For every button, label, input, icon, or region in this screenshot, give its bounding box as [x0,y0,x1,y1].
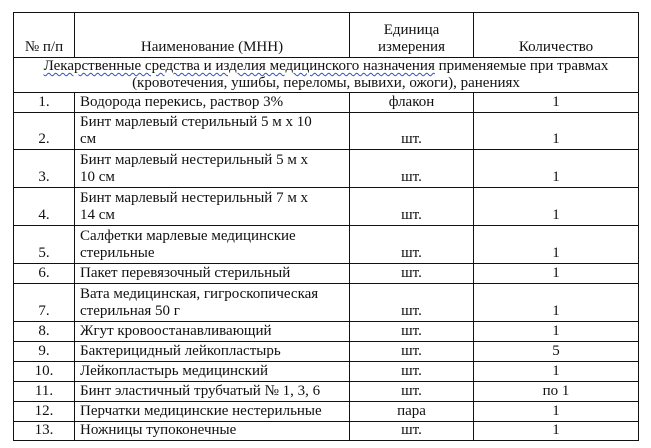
table-row [14,226,639,264]
section-title [14,58,639,93]
row-name: Вата медицинская, гигроскопическая стерильная 50 г [75,284,350,322]
row-number: 4. [14,188,75,226]
row-name: Лейкопластырь медицинский [75,362,350,382]
row-unit: шт. [350,284,474,322]
row-name: Бинт марлевый нестерильный 5 м x 10 см [75,150,350,188]
row-unit: шт. [350,422,474,441]
row-quantity: по 1 [474,382,639,402]
table-row [14,264,639,284]
row-unit: шт. [350,150,474,188]
header-quantity: Количество [474,13,639,58]
row-quantity: 1 [474,226,639,264]
row-name: Ножницы тупоконечные [75,422,350,441]
row-name: Перчатки медицинские нестерильные [75,402,350,422]
row-quantity: 1 [474,188,639,226]
row-unit: шт. [350,113,474,150]
table-row [14,342,639,362]
row-unit: шт. [350,188,474,226]
row-number: 2. [14,113,75,150]
row-name: Бинт эластичный трубчатый № 1, 3, 6 [75,382,350,402]
table-row [14,362,639,382]
table-row [14,322,639,342]
table-row [14,150,639,188]
table-row [14,402,639,422]
table-row [14,93,639,113]
section-title-rest: применяемые при травмах (кровотечения, ушибы, переломы, вывихи, ожоги), ранениях [132,58,609,91]
row-unit: шт. [350,322,474,342]
table-row [14,113,639,150]
row-number: 13. [14,422,75,441]
row-number: 11. [14,382,75,402]
row-quantity: 1 [474,150,639,188]
row-unit: шт. [350,362,474,382]
row-number: 7. [14,284,75,322]
section-title-underlined: Лекарственные средства и изделия медицинского назначения [43,58,435,74]
row-number: 12. [14,402,75,422]
table-row [14,382,639,402]
row-name: Пакет перевязочный стерильный [75,264,350,284]
header-name: Наименование (МНН) [75,13,350,58]
row-unit: шт. [350,342,474,362]
row-name: Водорода перекись, раствор 3% [75,93,350,113]
row-quantity: 1 [474,93,639,113]
row-quantity: 1 [474,113,639,150]
row-unit: флакон [350,93,474,113]
row-number: 10. [14,362,75,382]
medical-supplies-table [13,12,639,441]
row-quantity: 1 [474,284,639,322]
row-number: 9. [14,342,75,362]
header-unit: Единица измерения [350,13,474,58]
row-number: 5. [14,226,75,264]
row-number: 3. [14,150,75,188]
row-number: 8. [14,322,75,342]
row-name: Бинт марлевый стерильный 5 м x 10 см [75,113,350,150]
row-name: Жгут кровоостанавливающий [75,322,350,342]
table-row [14,284,639,322]
row-quantity: 1 [474,264,639,284]
row-name: Бактерицидный лейкопластырь [75,342,350,362]
section-row [14,58,639,93]
row-number: 1. [14,93,75,113]
row-number: 6. [14,264,75,284]
row-quantity: 1 [474,362,639,382]
table-row [14,422,639,441]
row-quantity: 1 [474,422,639,441]
row-unit: пара [350,402,474,422]
row-quantity: 5 [474,342,639,362]
header-row [14,13,639,58]
row-unit: шт. [350,226,474,264]
row-quantity: 1 [474,322,639,342]
row-name: Салфетки марлевые медицинские стерильные [75,226,350,264]
table-row [14,188,639,226]
row-unit: шт. [350,264,474,284]
header-number: № п/п [14,13,75,58]
row-quantity: 1 [474,402,639,422]
row-unit: шт. [350,382,474,402]
row-name: Бинт марлевый нестерильный 7 м x 14 см [75,188,350,226]
